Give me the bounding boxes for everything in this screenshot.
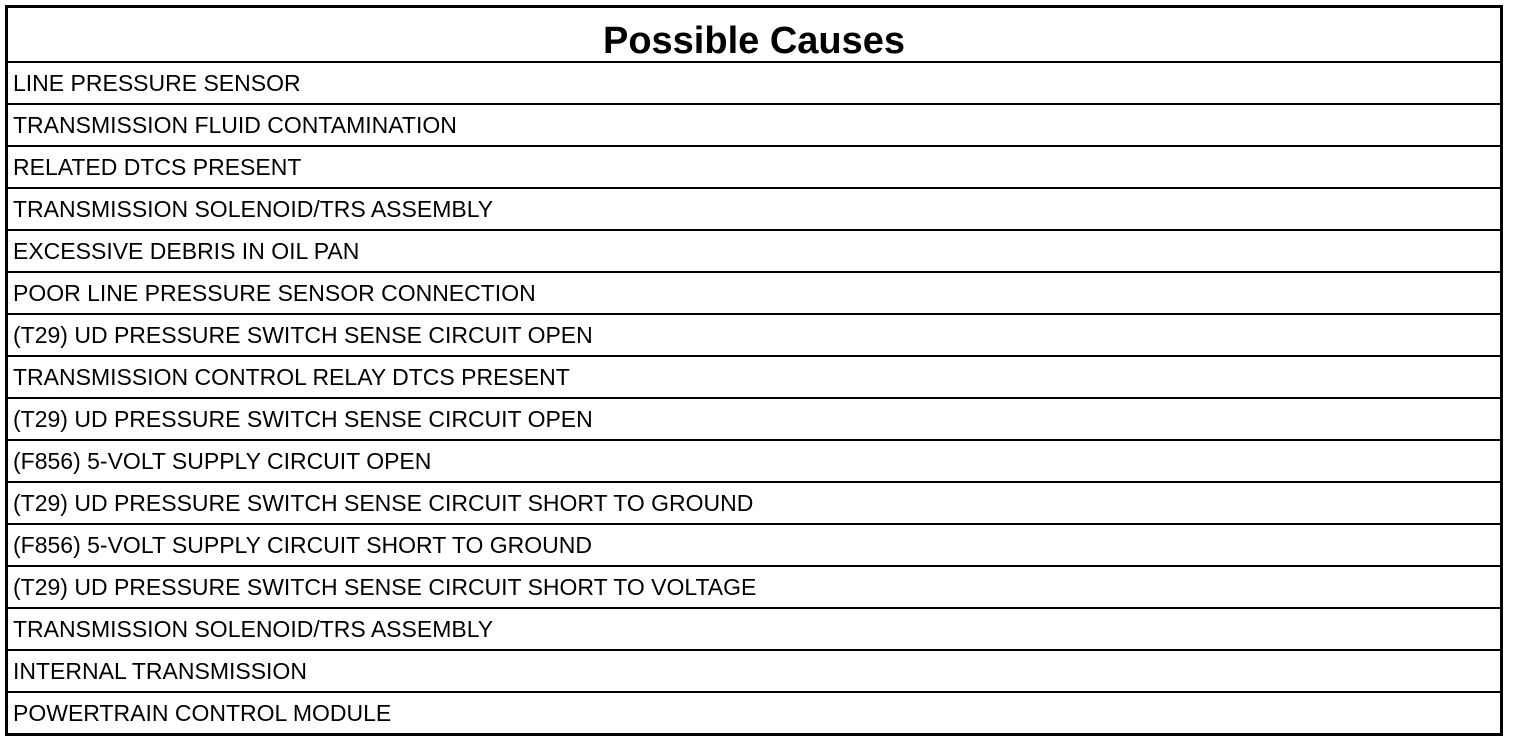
cause-cell: (T29) UD PRESSURE SWITCH SENSE CIRCUIT SHORT TO VOLTAGE bbox=[7, 566, 1502, 608]
cause-cell: (F856) 5-VOLT SUPPLY CIRCUIT SHORT TO GROUND bbox=[7, 524, 1502, 566]
table-title: Possible Causes bbox=[7, 7, 1502, 63]
cause-cell: (T29) UD PRESSURE SWITCH SENSE CIRCUIT OPEN bbox=[7, 314, 1502, 356]
cause-cell: EXCESSIVE DEBRIS IN OIL PAN bbox=[7, 230, 1502, 272]
table-row bbox=[7, 146, 1502, 188]
cause-cell: (T29) UD PRESSURE SWITCH SENSE CIRCUIT SHORT TO GROUND bbox=[7, 482, 1502, 524]
table-row bbox=[7, 104, 1502, 146]
cause-cell: (F856) 5-VOLT SUPPLY CIRCUIT OPEN bbox=[7, 440, 1502, 482]
table-row bbox=[7, 650, 1502, 692]
table-row bbox=[7, 692, 1502, 735]
cause-cell: TRANSMISSION FLUID CONTAMINATION bbox=[7, 104, 1502, 146]
table-row bbox=[7, 608, 1502, 650]
table-row bbox=[7, 62, 1502, 104]
table-header-row bbox=[7, 7, 1502, 63]
cause-cell: POWERTRAIN CONTROL MODULE bbox=[7, 692, 1502, 735]
table-row bbox=[7, 230, 1502, 272]
table-row bbox=[7, 188, 1502, 230]
possible-causes-table bbox=[5, 5, 1503, 736]
table-row bbox=[7, 356, 1502, 398]
table-row bbox=[7, 398, 1502, 440]
cause-cell: LINE PRESSURE SENSOR bbox=[7, 62, 1502, 104]
cause-cell: POOR LINE PRESSURE SENSOR CONNECTION bbox=[7, 272, 1502, 314]
table-row bbox=[7, 566, 1502, 608]
table-row bbox=[7, 440, 1502, 482]
table-row bbox=[7, 272, 1502, 314]
table-row bbox=[7, 482, 1502, 524]
cause-cell: INTERNAL TRANSMISSION bbox=[7, 650, 1502, 692]
cause-cell: TRANSMISSION CONTROL RELAY DTCS PRESENT bbox=[7, 356, 1502, 398]
table-row bbox=[7, 524, 1502, 566]
cause-cell: (T29) UD PRESSURE SWITCH SENSE CIRCUIT OPEN bbox=[7, 398, 1502, 440]
cause-cell: TRANSMISSION SOLENOID/TRS ASSEMBLY bbox=[7, 188, 1502, 230]
table-row bbox=[7, 314, 1502, 356]
cause-cell: TRANSMISSION SOLENOID/TRS ASSEMBLY bbox=[7, 608, 1502, 650]
cause-cell: RELATED DTCS PRESENT bbox=[7, 146, 1502, 188]
